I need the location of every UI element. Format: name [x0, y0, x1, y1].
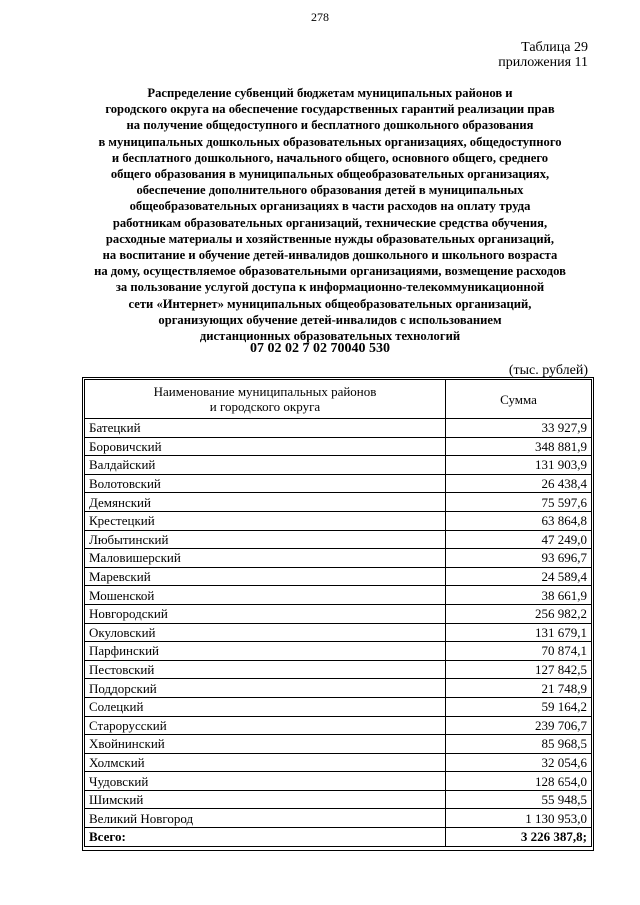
- title-line: и бесплатного дошкольного, начального общего, основного общего, среднего: [111, 150, 549, 165]
- table-row: [85, 549, 592, 568]
- table-row: [85, 716, 592, 735]
- total-sum: 3 226 387,8;: [446, 828, 592, 847]
- district-sum: 93 696,7: [446, 549, 592, 568]
- district-sum: 256 982,2: [446, 604, 592, 623]
- title-line: за пользование услугой доступа к информационно-телекоммуникационной: [115, 280, 545, 295]
- table-row: [85, 679, 592, 698]
- subsidies-table: [84, 379, 592, 847]
- district-sum: 131 903,9: [446, 456, 592, 475]
- district-name: Поддорский: [85, 679, 446, 698]
- district-name: Хвойнинский: [85, 735, 446, 754]
- total-label: Всего:: [85, 828, 446, 847]
- table-row: [85, 697, 592, 716]
- table-row: [85, 735, 592, 754]
- district-sum: 55 948,5: [446, 790, 592, 809]
- table-row: [85, 623, 592, 642]
- table-row: [85, 474, 592, 493]
- title-line: расходные материалы и хозяйственные нужды образовательных организаций,: [105, 231, 555, 246]
- budget-classification-code: 07 02 02 7 02 70040 530: [250, 341, 390, 356]
- district-name: Холмский: [85, 753, 446, 772]
- title-line: на получение общедоступного и бесплатного дошкольного образования: [126, 118, 534, 133]
- district-name: Новгородский: [85, 604, 446, 623]
- district-name: Окуловский: [85, 623, 446, 642]
- title-line: дистанционных образовательных технологий: [199, 329, 461, 344]
- table-number: Таблица 29: [521, 40, 588, 55]
- district-name: Парфинский: [85, 642, 446, 661]
- district-sum: 21 748,9: [446, 679, 592, 698]
- district-name: Валдайский: [85, 456, 446, 475]
- district-name: Батецкий: [85, 419, 446, 438]
- title-line: работникам образовательных организаций, технические средства обучения,: [112, 215, 548, 230]
- district-name: Мошенской: [85, 586, 446, 605]
- district-sum: 128 654,0: [446, 772, 592, 791]
- title-line: Распределение субвенций бюджетам муниципальных районов и: [147, 86, 513, 100]
- district-sum: 38 661,9: [446, 586, 592, 605]
- district-sum: 348 881,9: [446, 437, 592, 456]
- column-header-name-line2: и городского округа: [209, 399, 321, 414]
- table-row: [85, 456, 592, 475]
- district-name: Старорусский: [85, 716, 446, 735]
- district-sum: 63 864,8: [446, 511, 592, 530]
- table-row: [85, 790, 592, 809]
- table-row: [85, 660, 592, 679]
- table-reference: [498, 40, 588, 70]
- units-label: (тыс. рублей): [508, 363, 588, 378]
- table-row: [85, 604, 592, 623]
- district-sum: 24 589,4: [446, 567, 592, 586]
- district-sum: 75 597,6: [446, 493, 592, 512]
- district-sum: 59 164,2: [446, 697, 592, 716]
- table-row: [85, 809, 592, 828]
- table-row: [85, 437, 592, 456]
- table-row: [85, 511, 592, 530]
- table-row: [85, 567, 592, 586]
- district-name: Демянский: [85, 493, 446, 512]
- district-name: Маловишерский: [85, 549, 446, 568]
- district-sum: 131 679,1: [446, 623, 592, 642]
- district-sum: 1 130 953,0: [446, 809, 592, 828]
- table-row: [85, 753, 592, 772]
- title-line: общеобразовательных организациях в части расходов на оплату труда: [129, 199, 531, 214]
- district-name: Чудовский: [85, 772, 446, 791]
- district-sum: 239 706,7: [446, 716, 592, 735]
- column-header-sum: Сумма: [446, 380, 592, 419]
- district-name: Любытинский: [85, 530, 446, 549]
- document-title: [70, 85, 590, 344]
- district-sum: 127 842,5: [446, 660, 592, 679]
- district-sum: 33 927,9: [446, 419, 592, 438]
- title-line: городского округа на обеспечение государственных гарантий реализации прав: [105, 102, 555, 117]
- total-row: [85, 828, 592, 847]
- title-line: общего образования в муниципальных общеобразовательных организациях,: [110, 167, 550, 182]
- district-sum: 85 968,5: [446, 735, 592, 754]
- appendix-reference: приложения 11: [498, 55, 588, 70]
- district-name: Волотовский: [85, 474, 446, 493]
- title-line: организующих обучение детей-инвалидов с использованием: [158, 312, 502, 327]
- table-row: [85, 642, 592, 661]
- title-line: обеспечение дополнительного образования детей в муниципальных: [136, 183, 524, 198]
- title-line: в муниципальных дошкольных образовательных организациях, общедоступного: [98, 134, 562, 149]
- district-sum: 32 054,6: [446, 753, 592, 772]
- page-number: 278: [311, 10, 329, 24]
- column-header-name-line1: Наименование муниципальных районов: [153, 384, 377, 399]
- district-name: Шимский: [85, 790, 446, 809]
- title-line: сети «Интернет» муниципальных общеобразовательных организаций,: [128, 296, 532, 311]
- table-row: [85, 419, 592, 438]
- district-sum: 47 249,0: [446, 530, 592, 549]
- district-name: Великий Новгород: [85, 809, 446, 828]
- district-sum: 70 874,1: [446, 642, 592, 661]
- district-sum: 26 438,4: [446, 474, 592, 493]
- column-header-name: [85, 380, 446, 419]
- district-name: Пестовский: [85, 660, 446, 679]
- title-line: на воспитание и обучение детей-инвалидов дошкольного и школьного возраста: [102, 248, 558, 263]
- table-row: [85, 493, 592, 512]
- district-name: Солецкий: [85, 697, 446, 716]
- table-row: [85, 772, 592, 791]
- table-header-row: [85, 380, 592, 419]
- district-name: Боровичский: [85, 437, 446, 456]
- title-line: на дому, осуществляемое образовательными организациями, возмещение расходов: [94, 264, 566, 279]
- table-row: [85, 530, 592, 549]
- table-row: [85, 586, 592, 605]
- district-name: Крестецкий: [85, 511, 446, 530]
- district-name: Маревский: [85, 567, 446, 586]
